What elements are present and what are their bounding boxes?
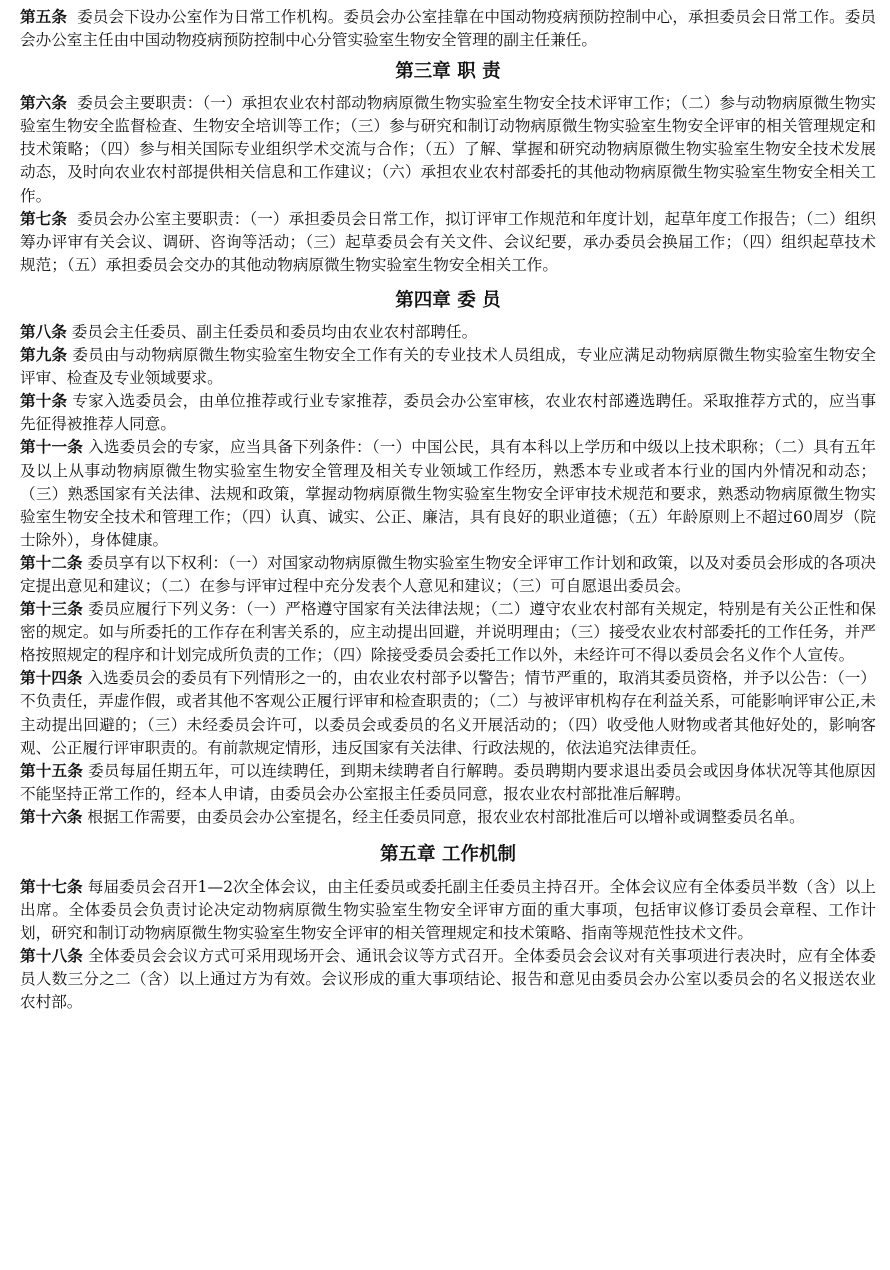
article-13-label: 第十三条 <box>20 600 84 619</box>
chapter-5-heading: 第五章 工作机制 <box>380 844 516 865</box>
article-9-label: 第九条 <box>20 346 68 365</box>
article-6 <box>20 92 876 207</box>
article-12-text: 委员享有以下权利：（一）对国家动物病原微生物实验室生物安全评审工作计划和政策，以及对委员会形成的各项决定提出意见和建议；（二）在参与评审过程中充分发表个人意见和建议；（三）可自愿退出委员会。 <box>20 553 876 595</box>
article-10-label: 第十条 <box>20 392 68 411</box>
article-8-text: 委员会主任委员、副主任委员和委员均由农业农村部聘任。 <box>71 322 478 341</box>
article-16 <box>20 806 876 829</box>
article-14-label: 第十四条 <box>20 669 83 688</box>
article-18-text: 全体委员会会议方式可采用现场开会、通讯会议等方式召开。全体委员会会议对有关事项进行表决时，应有全体委员人数三分之二（含）以上通过方为有效。会议形成的重大事项结论、报告和意见由委员会办公室以委员会的名义报送农业农村部。 <box>20 947 876 1012</box>
article-14 <box>20 667 876 759</box>
article-9 <box>20 344 876 390</box>
article-10 <box>20 390 876 436</box>
article-16-text: 根据工作需要，由委员会办公室提名，经主任委员同意，报农业农村部批准后可以增补或调整委员名单。 <box>87 807 805 826</box>
article-8-label: 第八条 <box>20 322 67 341</box>
article-6-label: 第六条 <box>20 94 67 113</box>
article-15-label: 第十五条 <box>20 761 84 780</box>
article-11-label: 第十一条 <box>20 438 84 457</box>
chapter-3-heading: 第三章 职 责 <box>395 61 501 83</box>
article-8 <box>20 321 876 344</box>
article-18-label: 第十八条 <box>20 947 84 966</box>
article-17-text: 每届委员会召开1—2次全体会议，由主任委员或委托副主任委员主持召开。全体会议应有全体委员半数（含）以上出席。全体委员会负责讨论决定动物病原微生物实验室生物安全评审方面的重大事项，包括审议修订委员会章程、工作计划，研究和制订动物病原微生物实验室生物安全评审的相关管理规定和技术策略、指南等规范性技术文件。 <box>20 878 876 943</box>
chapter-4-heading: 第四章 委 员 <box>395 289 501 311</box>
article-7-text: 委员会办公室主要职责：（一）承担委员会日常工作，拟订评审工作规范和年度计划，起草年度工作报告；（二）组织筹办评审有关会议、调研、咨询等活动；（三）起草委员会有关文件、会议纪要，承办委员会换届工作；（四）组织起草技术规范；（五）承担委员会交办的其他动物病原微生物实验室生物安全相关工作。 <box>20 209 876 274</box>
article-11-text: 入选委员会的专家，应当具备下列条件：（一）中国公民，具有本科以上学历和中级以上技术职称；（二）具有五年及以上从事动物病原微生物实验室生物安全管理及相关专业领域工作经历，熟悉本专业或者本行业的国内外情况和动态；（三）熟悉国家有关法律、法规和政策，掌握动物病原微生物实验室生物安全评审技术规范和要求，熟悉动物病原微生物实验室生物安全技术和管理工作；（四）认真、诚实、公正、廉洁，具有良好的职业道德；（五）年龄原则上不超过60周岁（院士除外），身体健康。 <box>20 438 876 549</box>
article-7 <box>20 208 876 277</box>
article-15 <box>20 760 876 806</box>
article-17-label: 第十七条 <box>20 878 83 896</box>
article-5 <box>20 6 876 52</box>
article-17 <box>20 876 876 945</box>
article-9-text: 委员由与动物病原微生物实验室生物安全工作有关的专业技术人员组成，专业应满足动物病原微生物实验室生物安全评审、检查及专业领域要求。 <box>20 346 876 388</box>
article-5-label: 第五条 <box>20 8 67 26</box>
article-6-text: 委员会主要职责：（一）承担农业农村部动物病原微生物实验室生物安全技术评审工作；（二）参与动物病原微生物实验室生物安全监督检查、生物安全培训等工作；（三）参与研究和制订动物病原微生物实验室生物安全评审的相关管理规定和技术策略；（四）参与相关国际专业组织学术交流与合作；（五）了解、掌握和研究动物病原微生物实验室生物安全技术发展动态，及时向农业农村部提供相关信息和工作建议；（六）承担农业农村部委托的其他动物病原微生物实验室生物安全相关工作。 <box>20 94 876 205</box>
article-12-label: 第十二条 <box>20 553 83 572</box>
article-12 <box>20 552 876 598</box>
article-15-text: 委员每届任期五年，可以连续聘任，到期未续聘者自行解聘。委员聘期内要求退出委员会或因身体状况等其他原因不能坚持正常工作的，经本人申请，由委员会办公室报主任委员同意，报农业农村部批准后解聘。 <box>20 761 876 803</box>
article-11 <box>20 436 876 551</box>
article-10-text: 专家入选委员会，由单位推荐或行业专家推荐，委员会办公室审核，农业农村部遴选聘任。采取推荐方式的，应当事先征得被推荐人同意。 <box>20 392 876 434</box>
article-13 <box>20 598 876 667</box>
article-5-text: 委员会下设办公室作为日常工作机构。委员会办公室挂靠在中国动物疫病预防控制中心，承担委员会日常工作。委员会办公室主任由中国动物疫病预防控制中心分管实验室生物安全管理的副主任兼任。 <box>20 8 876 50</box>
article-18 <box>20 945 876 1014</box>
article-7-label: 第七条 <box>20 209 67 228</box>
article-16-label: 第十六条 <box>20 807 83 826</box>
article-13-text: 委员应履行下列义务：（一）严格遵守国家有关法律法规；（二）遵守农业农村部有关规定，特别是有关公正性和保密的规定。如与所委托的工作存在利害关系的，应主动提出回避，并说明理由；（三）接受农业农村部委托的工作任务，并严格按照规定的程序和计划完成所负责的工作；（四）除接受委员会委托工作以外，未经许可不得以委员会名义作个人宣传。 <box>20 600 876 665</box>
article-14-text: 入选委员会的委员有下列情形之一的，由农业农村部予以警告；情节严重的，取消其委员资格，并予以公告：（一）不负责任，弄虚作假，或者其他不客观公正履行评审和检查职责的；（二）与被评审机构存在利益关系，可能影响评审公正,未主动提出回避的；（三）未经委员会许可，以委员会或委员的名义开展活动的；（四）收受他人财物或者其他好处的，影响客观、公正履行评审职责的。有前款规定情形，违反国家有关法律、行政法规的，依法追究法律责任。 <box>20 669 876 757</box>
